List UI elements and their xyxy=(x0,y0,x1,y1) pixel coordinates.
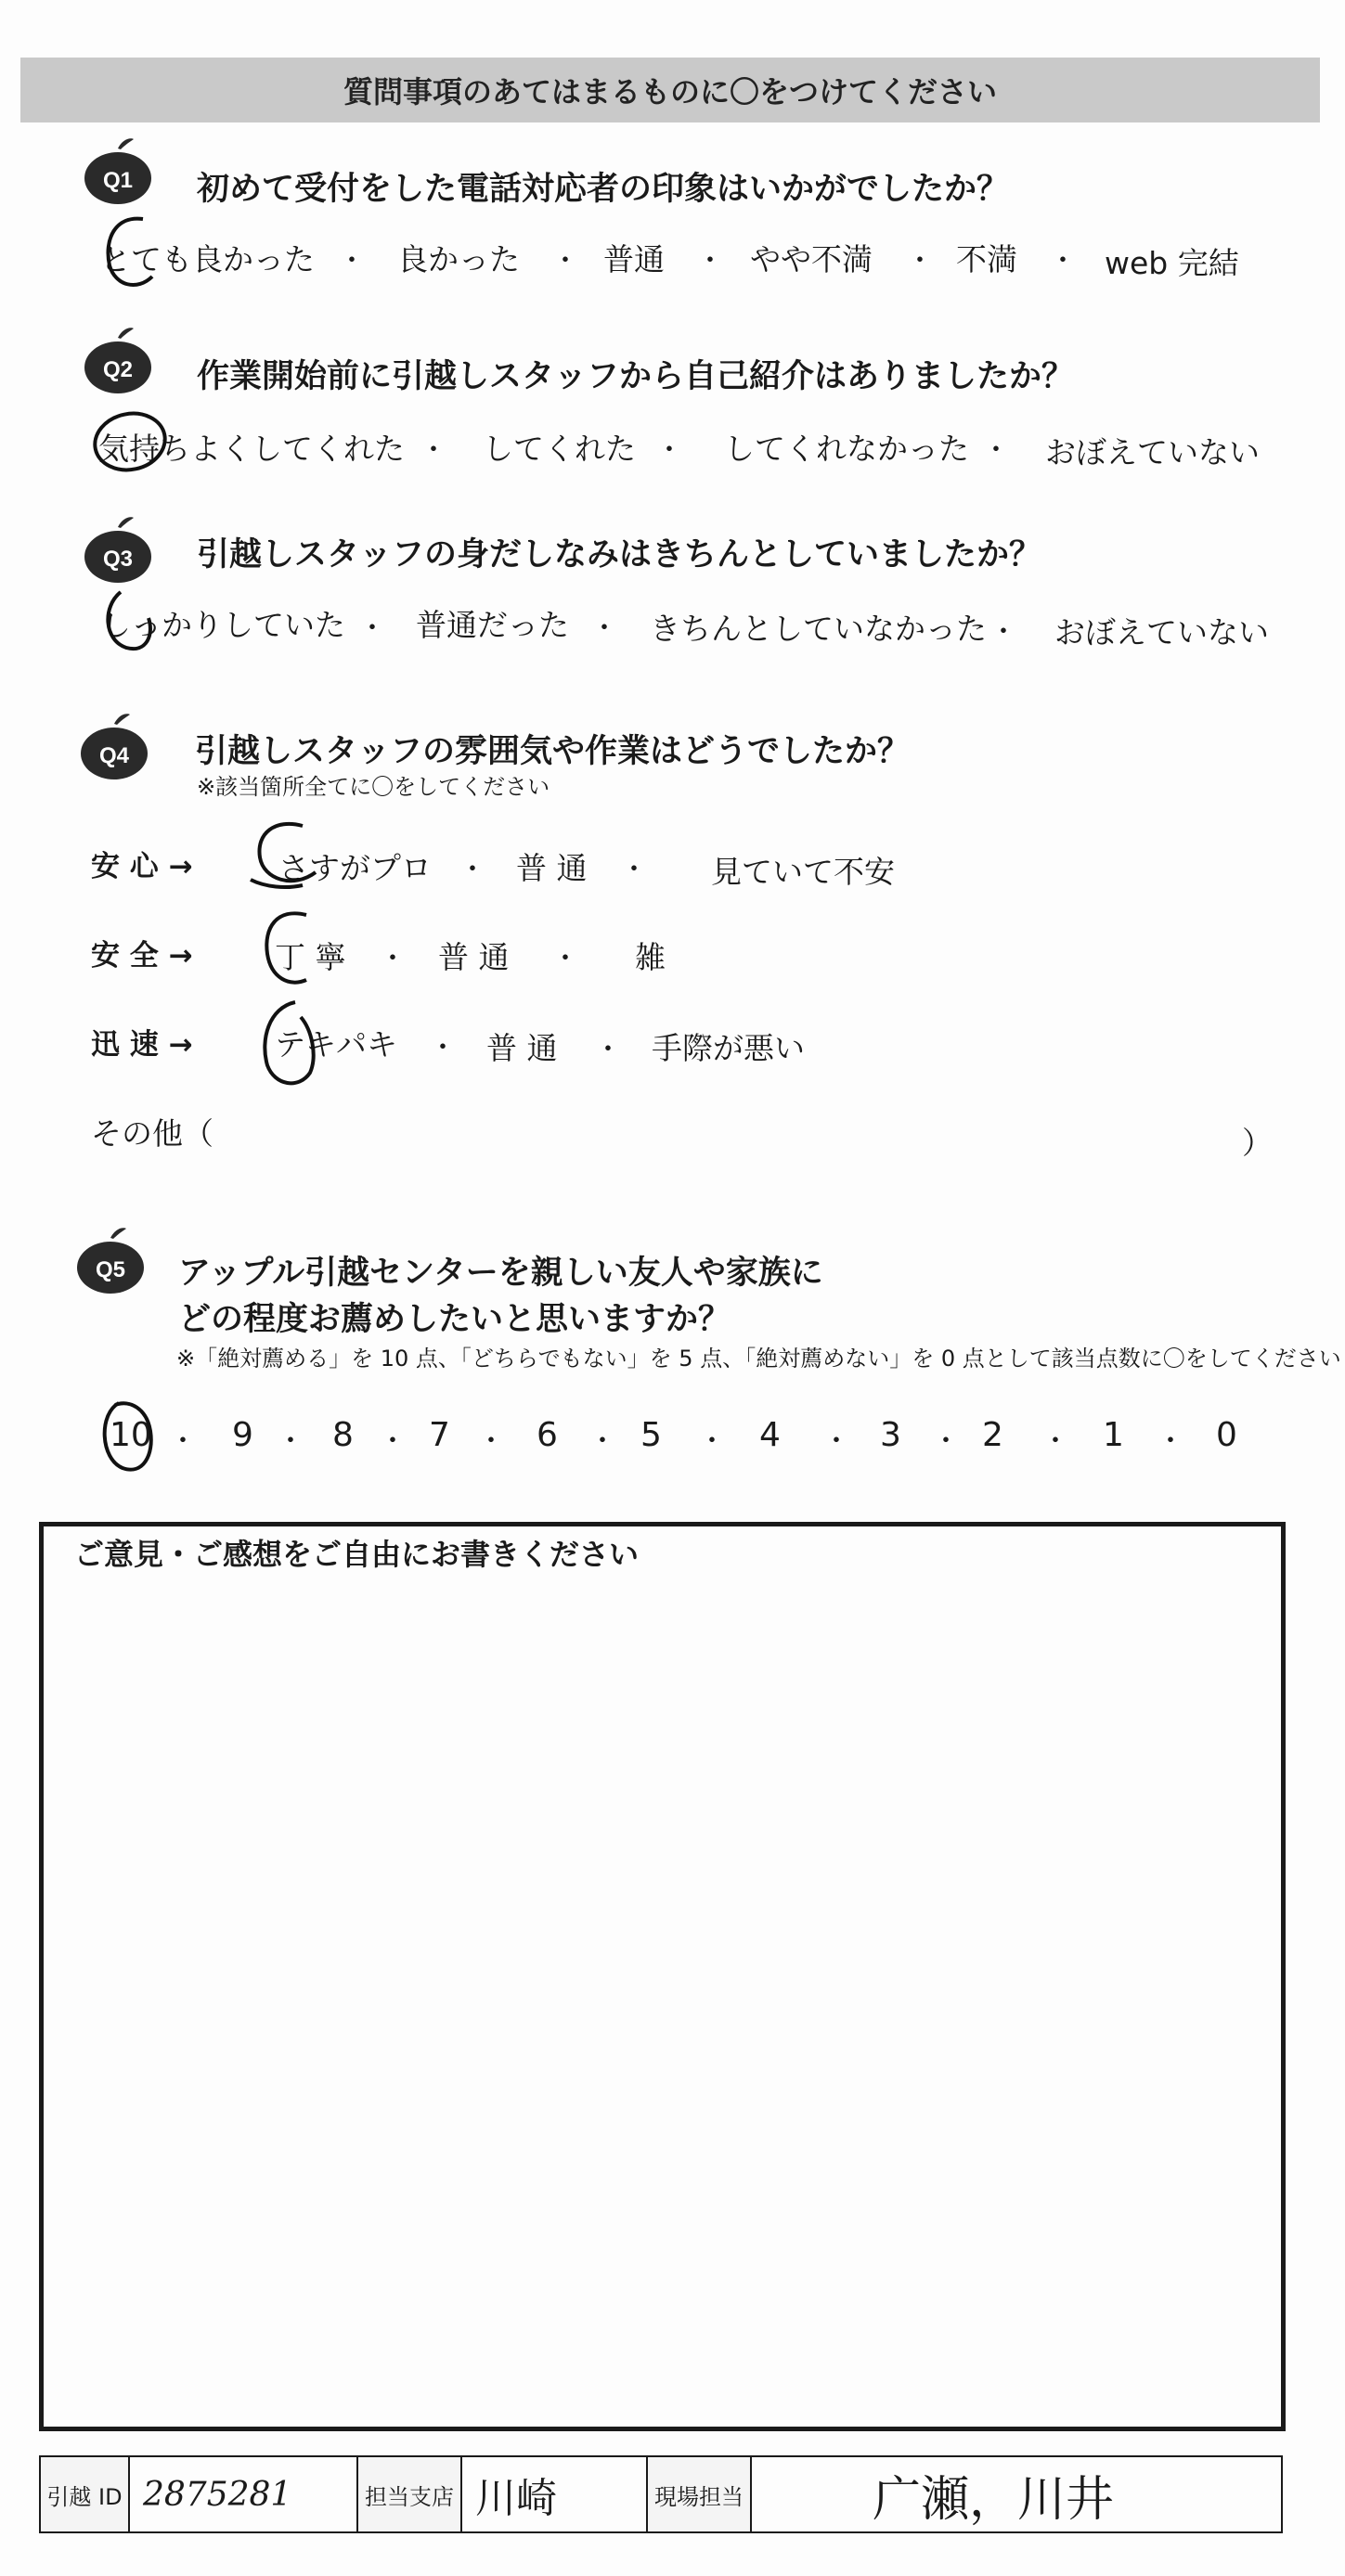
q1-badge-label: Q1 xyxy=(102,168,134,193)
q4-row-label-jinsoku: 迅 速 → xyxy=(91,1028,193,1062)
score-6[interactable]: 6 xyxy=(537,1416,558,1454)
q5-note: ※「絶対薦める」を 10 点、「どちらでもない」を 5 点、「絶対薦めない」を 0 点として該当点数に〇をしてください xyxy=(176,1346,1341,1372)
q4-row1-option-2[interactable]: 普 通 xyxy=(516,850,588,886)
q4-other-close: ） xyxy=(1242,1125,1273,1161)
branch-label: 担当支店 xyxy=(358,2457,462,2531)
q1-option-3[interactable]: 普通 xyxy=(603,241,665,277)
q4-row3-selected-circle xyxy=(252,993,327,1095)
separator-dot: ・ xyxy=(551,943,579,975)
separator-dot: ・ xyxy=(477,1425,505,1458)
move-id-label: 引越 ID xyxy=(41,2457,130,2531)
q4-row1-selected-circle xyxy=(238,815,330,898)
separator-dot: ・ xyxy=(594,1034,622,1066)
q2-option-1[interactable]: 気持ちよくしてくれた xyxy=(98,431,405,467)
q1-option-5[interactable]: 不満 xyxy=(956,241,1017,277)
field-staff-value[interactable]: 广瀬，川井 xyxy=(873,2471,1115,2528)
apple-badge-icon xyxy=(82,514,154,586)
separator-dot: ・ xyxy=(429,1032,457,1064)
field-staff-label: 現場担当 xyxy=(648,2457,752,2531)
q4-row3-option-2[interactable]: 普 通 xyxy=(486,1030,558,1066)
q1-selected-circle xyxy=(97,212,171,295)
score-2[interactable]: 2 xyxy=(982,1416,1003,1454)
q1-option-2[interactable]: 良かった xyxy=(397,241,520,277)
apple-badge-icon xyxy=(82,135,154,208)
q1-option-1[interactable]: とても良かった xyxy=(100,241,315,277)
separator-dot: ・ xyxy=(588,1425,616,1458)
q4-row-label-anshin: 安 心 → xyxy=(91,850,193,883)
separator-dot: ・ xyxy=(906,245,934,277)
separator-dot: ・ xyxy=(932,1425,960,1458)
q1-option-4[interactable]: やや不満 xyxy=(750,241,873,277)
q2-badge-label: Q2 xyxy=(102,357,134,382)
q4-row1-option-1[interactable]: さすがプロ xyxy=(278,850,432,886)
separator-dot: ・ xyxy=(338,245,366,277)
q5-title-line1: アップル引越センターを親しい友人や家族に xyxy=(178,1255,823,1292)
separator-dot: ・ xyxy=(459,854,486,886)
comment-body[interactable] xyxy=(74,1587,1244,2403)
separator-dot: ・ xyxy=(590,612,618,645)
branch-value[interactable]: 川崎 xyxy=(462,2457,648,2531)
q3-selected-circle xyxy=(93,579,176,663)
separator-dot: ・ xyxy=(358,612,386,645)
q4-row3-option-3[interactable]: 手際が悪い xyxy=(652,1030,805,1066)
q3-option-2[interactable]: 普通だった xyxy=(416,607,569,643)
apple-badge-icon xyxy=(78,711,150,783)
q4-row2-option-3[interactable]: 雑 xyxy=(635,939,666,975)
separator-dot: ・ xyxy=(696,245,724,277)
q1-option-6[interactable]: web 完結 xyxy=(1105,245,1239,281)
separator-dot: ・ xyxy=(169,1425,197,1458)
separator-dot: ・ xyxy=(698,1425,726,1458)
q3-option-3[interactable]: きちんとしていなかった xyxy=(650,611,987,647)
q4-other-label: その他（ xyxy=(91,1115,213,1152)
q3-title: 引越しスタッフの身だしなみはきちんとしていましたか？ xyxy=(197,536,1042,573)
q3-option-4[interactable]: おぼえていない xyxy=(1054,614,1269,650)
q5-title-line2: どの程度お薦めしたいと思いますか？ xyxy=(178,1301,731,1338)
q1-title: 初めて受付をした電話対応者の印象はいかがでしたか？ xyxy=(197,171,1010,208)
q4-note: ※該当箇所全てに〇をしてください xyxy=(197,774,550,800)
score-9[interactable]: 9 xyxy=(232,1416,253,1454)
q4-row1-option-3[interactable]: 見ていて不安 xyxy=(711,854,895,890)
q2-title: 作業開始前に引越しスタッフから自己紹介はありましたか？ xyxy=(197,358,1075,395)
separator-dot: ・ xyxy=(379,943,407,975)
score-4[interactable]: 4 xyxy=(759,1416,781,1454)
separator-dot: ・ xyxy=(1049,245,1077,277)
q5-badge-label: Q5 xyxy=(95,1257,126,1282)
score-0[interactable]: 0 xyxy=(1216,1416,1237,1454)
q4-row2-option-2[interactable]: 普 通 xyxy=(438,939,510,975)
separator-dot: ・ xyxy=(277,1425,304,1458)
q4-row3-option-1[interactable]: テキパキ xyxy=(275,1026,397,1063)
score-8[interactable]: 8 xyxy=(332,1416,354,1454)
separator-dot: ・ xyxy=(989,616,1017,649)
score-5[interactable]: 5 xyxy=(640,1416,662,1454)
staff-info-table xyxy=(39,2455,1283,2533)
move-id-value[interactable]: 2875281 xyxy=(130,2457,358,2531)
q4-badge-label: Q4 xyxy=(98,743,130,768)
q4-row-label-anzen: 安 全 → xyxy=(91,939,193,972)
separator-dot: ・ xyxy=(551,245,579,277)
q4-row2-selected-circle xyxy=(252,902,327,995)
separator-dot: ・ xyxy=(982,434,1010,467)
q3-option-1[interactable]: しっかりしていた xyxy=(100,607,345,643)
apple-badge-icon xyxy=(82,325,154,397)
q2-option-3[interactable]: してくれなかった xyxy=(724,431,969,467)
q5-selected-circle xyxy=(93,1394,167,1479)
score-1[interactable]: 1 xyxy=(1103,1416,1124,1454)
separator-dot: ・ xyxy=(379,1425,407,1458)
score-3[interactable]: 3 xyxy=(880,1416,901,1454)
score-10[interactable]: 10 xyxy=(110,1416,152,1454)
score-7[interactable]: 7 xyxy=(429,1416,450,1454)
q2-option-4[interactable]: おぼえていない xyxy=(1045,434,1260,470)
survey-header: 質問事項のあてはまるものに〇をつけてください xyxy=(20,58,1320,122)
separator-dot: ・ xyxy=(1041,1425,1069,1458)
separator-dot: ・ xyxy=(655,434,683,467)
separator-dot: ・ xyxy=(822,1425,850,1458)
separator-dot: ・ xyxy=(1157,1425,1184,1458)
separator-dot: ・ xyxy=(420,434,447,467)
apple-badge-icon xyxy=(74,1225,147,1297)
separator-dot: ・ xyxy=(620,854,648,886)
q2-selected-circle xyxy=(91,405,175,479)
q3-badge-label: Q3 xyxy=(102,547,134,572)
q4-row2-option-1[interactable]: 丁 寧 xyxy=(275,939,346,975)
comment-title: ご意見・ご感想をご自由にお書きください xyxy=(74,1537,640,1572)
q4-title: 引越しスタッフの雰囲気や作業はどうでしたか？ xyxy=(195,733,911,770)
q2-option-2[interactable]: してくれた xyxy=(483,431,636,467)
